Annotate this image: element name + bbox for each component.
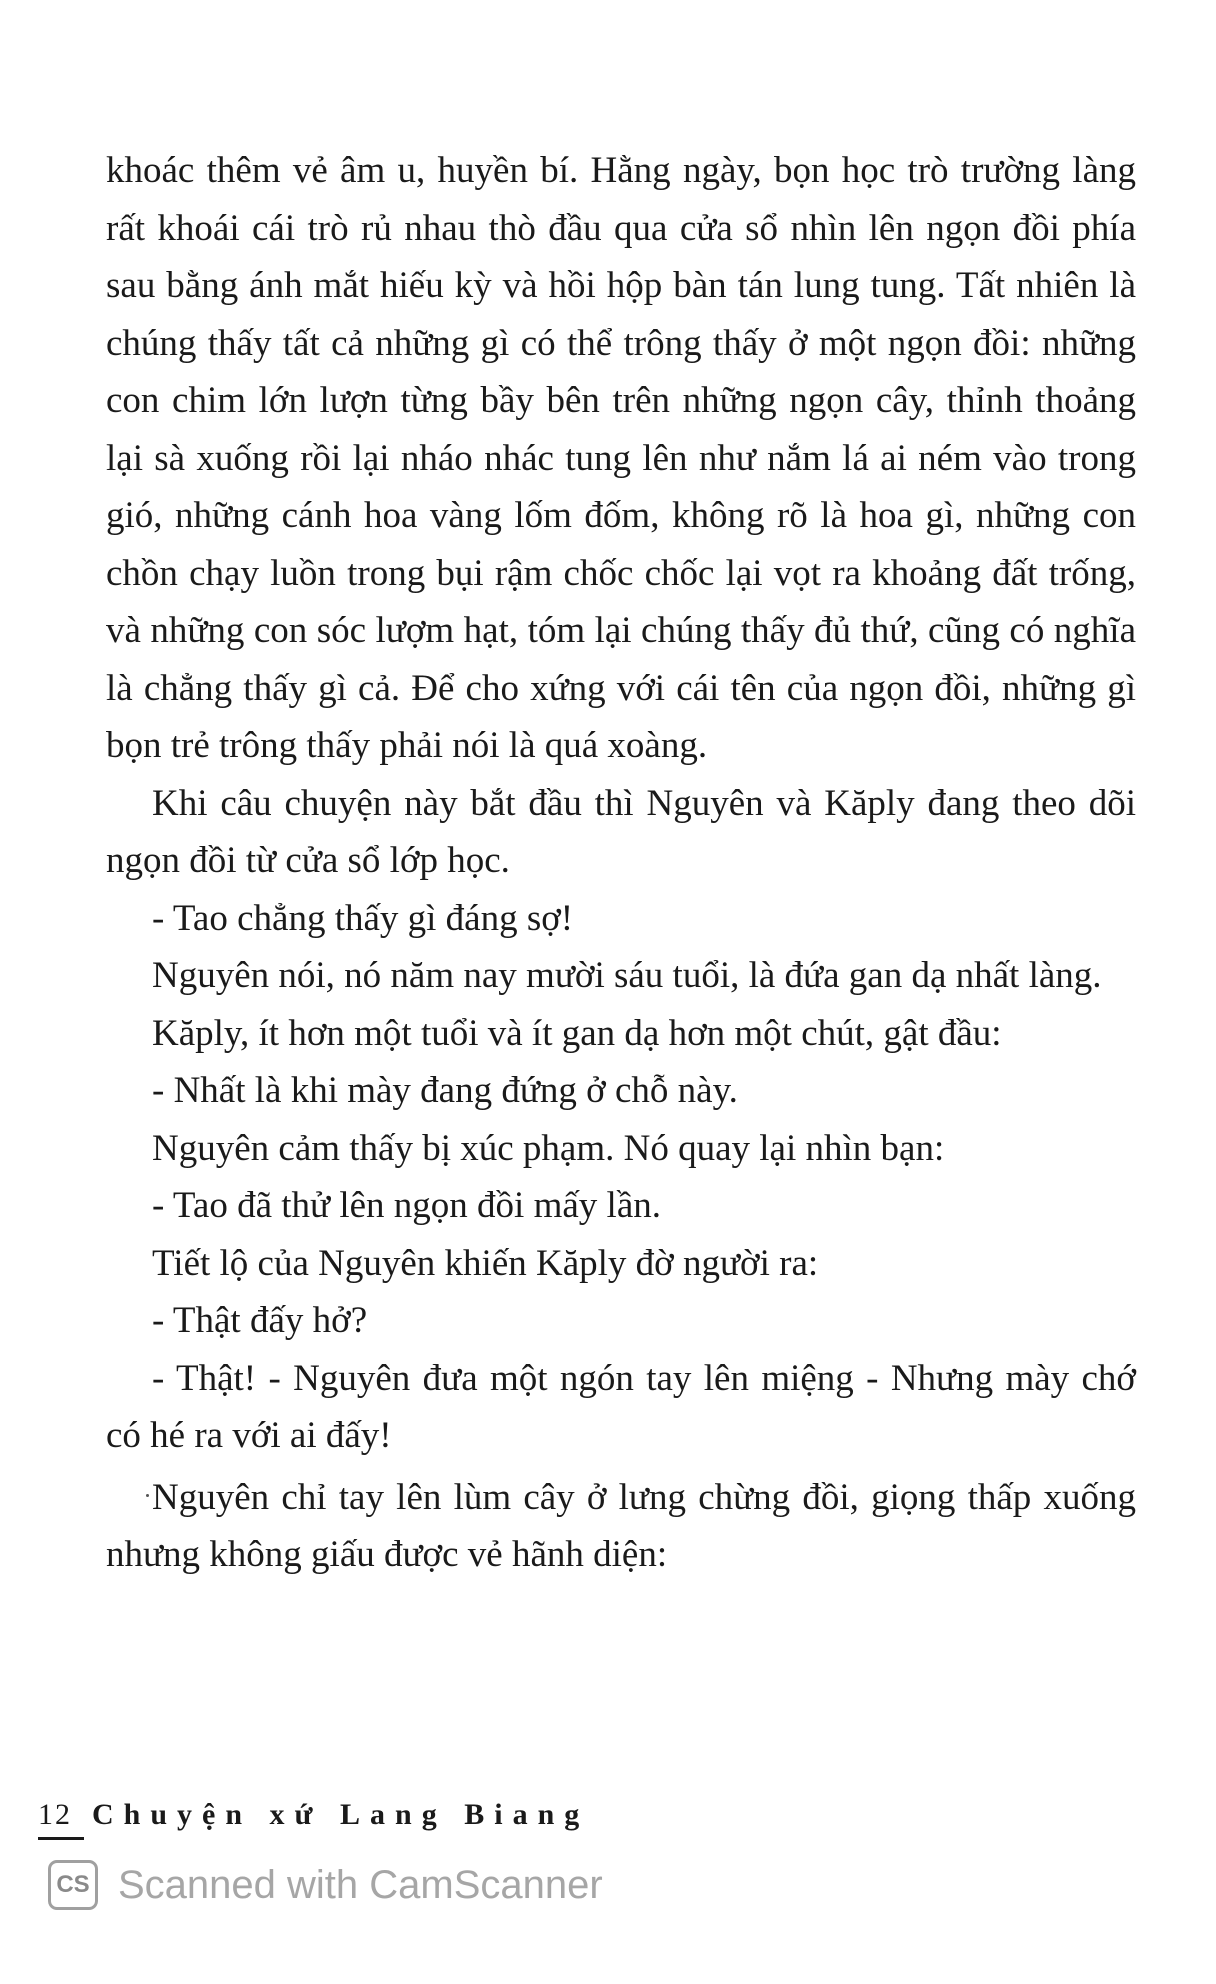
footer-rule [38,1837,84,1840]
page-footer [38,1798,589,1832]
dialogue-line: - Thật! - Nguyên đưa một ngón tay lên miệng - Nhưng mày chớ có hé ra với ai đấy! [106,1357,1136,1456]
paragraph: Nguyên chỉ tay lên lùm cây ở lưng chừng đồi, giọng thấp xuống nhưng không giấu được vẻ hãnh diện: [106,1476,1136,1575]
paragraph: khoác thêm vẻ âm u, huyền bí. Hằng ngày, bọn học trò trường làng rất khoái cái trò rủ nhau thò đầu qua cửa sổ nhìn lên ngọn đồi phía sau bằng ánh mắt hiếu kỳ và hồi hộp bàn tán lung tung. Tất nhiên là chúng thấy tất cả những gì có thể trông thấy ở một ngọn đồi: những con chim lớn lượn từng bầy bên trên những ngọn cây, thỉnh thoảng lại sà xuống rồi lại nháo nhác tung lên như nắm lá ai ném vào trong gió, những cánh hoa vàng lốm đốm, không rõ là hoa gì, những con chồn chạy luồn trong bụi rậm chốc chốc lại vọt ra khoảng đất trống, và những con sóc lượm hạt, tóm lại chúng thấy đủ thứ, cũng có nghĩa là chẳng thấy gì cả. Để cho xứng với cái tên của ngọn đồi, những gì bọn trẻ trông thấy phải nói là quá xoàng. [106,150,1136,766]
dialogue-line: - Nhất là khi mày đang đứng ở chỗ này. [152,1070,738,1111]
dialogue-line: - Tao đã thử lên ngọn đồi mấy lần. [152,1185,661,1226]
watermark-text: Scanned with CamScanner [118,1862,603,1907]
dialogue-line: - Tao chẳng thấy gì đáng sợ! [152,897,574,939]
paragraph: Nguyên cảm thấy bị xúc phạm. Nó quay lại nhìn bạn: [152,1127,945,1169]
running-title: Chuyện xứ Lang Biang [92,1798,590,1831]
dialogue-line: - Thật đấy hở? [152,1300,368,1341]
paragraph: Tiết lộ của Nguyên khiến Kăply đờ người ra: [152,1242,819,1284]
body-text [106,142,1136,1584]
paragraph: Nguyên nói, nó năm nay mười sáu tuổi, là đứa gan dạ nhất làng. [152,955,1102,996]
page-number: 12 [38,1798,72,1831]
camscanner-logo-icon: CS [48,1860,98,1910]
paragraph: Kăply, ít hơn một tuổi và ít gan dạ hơn một chút, gật đầu: [152,1012,1002,1054]
paragraph: Khi câu chuyện này bắt đầu thì Nguyên và Kăply đang theo dõi ngọn đồi từ cửa sổ lớp học. [106,782,1136,881]
camscanner-watermark [48,1860,603,1910]
scan-speck [146,1494,149,1497]
